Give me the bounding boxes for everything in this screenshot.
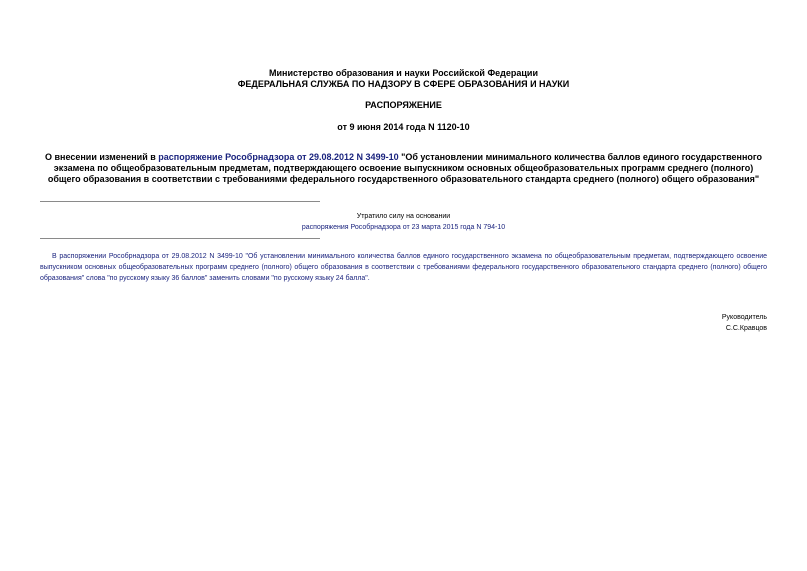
document-date: от 9 июня 2014 года N 1120-10	[337, 122, 470, 132]
amended-order-link[interactable]: распоряжение Рособрнадзора от 29.08.2012 N 3499-10	[158, 152, 399, 162]
document-type: РАСПОРЯЖЕНИЕ	[365, 100, 442, 110]
divider-top	[40, 201, 320, 202]
signature-name: С.С.Кравцов	[725, 325, 767, 332]
repealing-order-link[interactable]: распоряжения Рособрнадзора от 23 марта 2015 года N 794-10	[301, 224, 506, 231]
lost-force-note: Утратило силу на основании	[356, 213, 451, 220]
title-prefix: О внесении изменений в	[44, 152, 159, 162]
body-paragraph: В распоряжении Рособрнадзора от 29.08.2012 N 3499-10 "Об установлении минимального количества баллов единого государственного экзамена по общеобразовательным предметам, подтверждающего освоение выпускником основных общеобразовательных программ среднего (полного) общего образования в соответствии с требованиями федерального государственного образовательного стандарта среднего (полного) общего образования" слова "по русскому языку 36 баллов" заменить словами "по русскому языку 24 балла".	[40, 253, 767, 282]
service-name: ФЕДЕРАЛЬНАЯ СЛУЖБА ПО НАДЗОРУ В СФЕРЕ ОБРАЗОВАНИЯ И НАУКИ	[237, 79, 570, 89]
divider-bottom	[40, 238, 320, 239]
ministry-name: Министерство образования и науки Российской Федерации	[269, 68, 538, 78]
document-title	[40, 152, 767, 185]
title-suffix: "Об установлении минимального количества баллов единого государственного экзамена по общеобразовательным предметам, подтверждающего освоение выпускником основных общеобразовательных программ среднего (полного) общего образования в соответствии с требованиями федерального государственного образовательного стандарта среднего (полного) общего образования"	[47, 152, 763, 184]
signature-position: Руководитель	[721, 314, 767, 321]
